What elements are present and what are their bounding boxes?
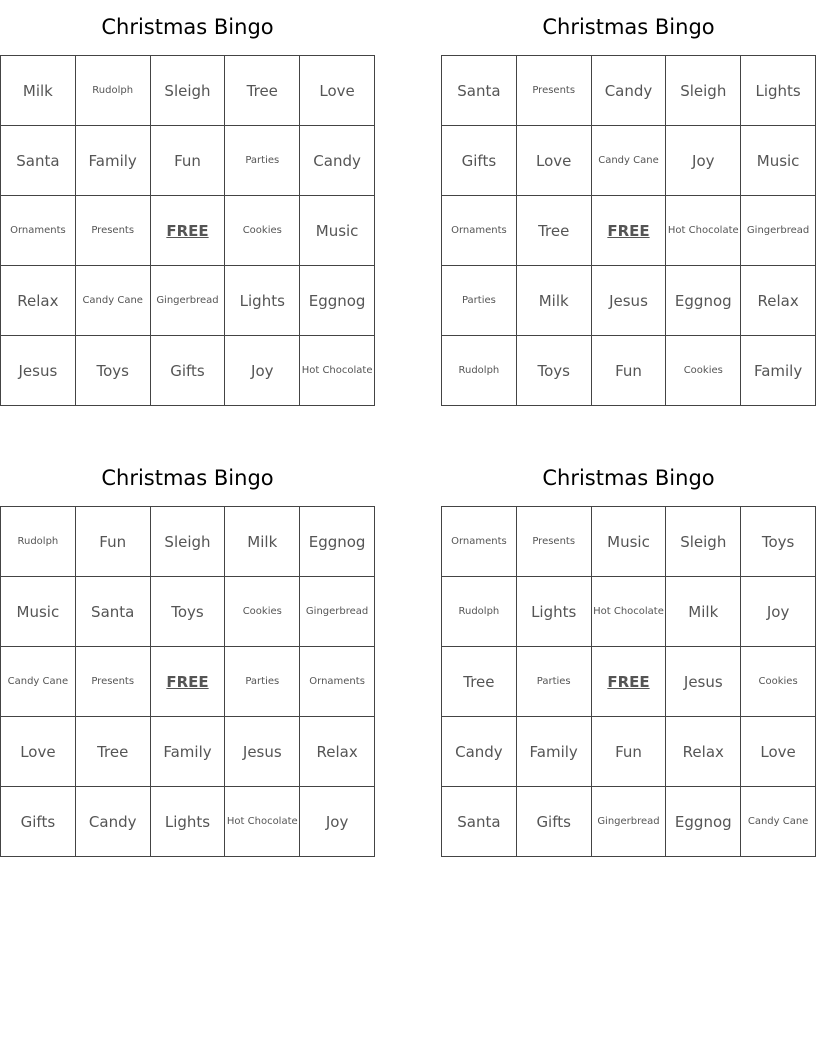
- bingo-cell: Lights: [741, 56, 816, 126]
- bingo-cell: Cookies: [666, 336, 741, 406]
- bingo-cell: Joy: [666, 126, 741, 196]
- bingo-cell: Cookies: [225, 577, 300, 647]
- bingo-cell: Family: [151, 717, 226, 787]
- bingo-cell: Presents: [76, 647, 151, 717]
- bingo-cell: Rudolph: [442, 577, 517, 647]
- bingo-cell: Lights: [225, 266, 300, 336]
- bingo-cell: Candy: [442, 717, 517, 787]
- bingo-cell: Gingerbread: [300, 577, 375, 647]
- bingo-cell: Parties: [225, 647, 300, 717]
- bingo-cell: Cookies: [741, 647, 816, 717]
- bingo-cell: Joy: [225, 336, 300, 406]
- free-space-cell: FREE: [151, 196, 226, 266]
- bingo-cell: Milk: [666, 577, 741, 647]
- bingo-cell: Hot Chocolate: [225, 787, 300, 857]
- card-title: Christmas Bingo: [101, 466, 274, 490]
- bingo-cell: Eggnog: [300, 266, 375, 336]
- bingo-cell: Fun: [151, 126, 226, 196]
- bingo-cell: Santa: [1, 126, 76, 196]
- bingo-cell: Sleigh: [151, 56, 226, 126]
- bingo-cell: Ornaments: [300, 647, 375, 717]
- bingo-cell: Sleigh: [666, 507, 741, 577]
- bingo-cell: Ornaments: [442, 196, 517, 266]
- bingo-cell: Candy Cane: [592, 126, 667, 196]
- bingo-cell: Cookies: [225, 196, 300, 266]
- bingo-cell: Music: [300, 196, 375, 266]
- bingo-cell: Relax: [741, 266, 816, 336]
- bingo-cell: Ornaments: [1, 196, 76, 266]
- bingo-cell: Music: [1, 577, 76, 647]
- bingo-cell: Jesus: [592, 266, 667, 336]
- bingo-cell: Toys: [517, 336, 592, 406]
- bingo-cell: Candy Cane: [741, 787, 816, 857]
- bingo-cell: Rudolph: [76, 56, 151, 126]
- bingo-cell: Eggnog: [666, 266, 741, 336]
- bingo-cell: Love: [300, 56, 375, 126]
- bingo-cell: Jesus: [666, 647, 741, 717]
- bingo-cell: Presents: [517, 507, 592, 577]
- bingo-cell: Gifts: [151, 336, 226, 406]
- bingo-cell: Relax: [1, 266, 76, 336]
- bingo-cell: Presents: [517, 56, 592, 126]
- bingo-cell: Candy: [592, 56, 667, 126]
- bingo-cell: Love: [741, 717, 816, 787]
- bingo-cell: Gingerbread: [592, 787, 667, 857]
- bingo-cell: Love: [1, 717, 76, 787]
- bingo-cell: Sleigh: [666, 56, 741, 126]
- bingo-cell: Gingerbread: [151, 266, 226, 336]
- bingo-cell: Rudolph: [442, 336, 517, 406]
- bingo-cell: Candy: [76, 787, 151, 857]
- bingo-cell: Gingerbread: [741, 196, 816, 266]
- bingo-cell: Eggnog: [300, 507, 375, 577]
- bingo-cell: Joy: [741, 577, 816, 647]
- bingo-cell: Toys: [151, 577, 226, 647]
- card-title: Christmas Bingo: [542, 466, 715, 490]
- bingo-cell: Music: [592, 507, 667, 577]
- bingo-cell: Tree: [76, 717, 151, 787]
- bingo-cell: Santa: [442, 56, 517, 126]
- bingo-grid: [0, 506, 375, 857]
- bingo-cell: Jesus: [1, 336, 76, 406]
- bingo-cell: Fun: [592, 336, 667, 406]
- bingo-cell: Jesus: [225, 717, 300, 787]
- bingo-cell: Love: [517, 126, 592, 196]
- bingo-cell: Relax: [666, 717, 741, 787]
- bingo-cell: Eggnog: [666, 787, 741, 857]
- bingo-cell: Lights: [151, 787, 226, 857]
- bingo-cell: Santa: [442, 787, 517, 857]
- bingo-cell: Gifts: [442, 126, 517, 196]
- bingo-cell: Presents: [76, 196, 151, 266]
- bingo-card-4: [441, 451, 816, 857]
- bingo-cell: Milk: [1, 56, 76, 126]
- bingo-cell: Hot Chocolate: [592, 577, 667, 647]
- bingo-cell: Parties: [517, 647, 592, 717]
- bingo-cell: Tree: [442, 647, 517, 717]
- bingo-cell: Parties: [442, 266, 517, 336]
- bingo-cell: Toys: [741, 507, 816, 577]
- bingo-cell: Rudolph: [1, 507, 76, 577]
- bingo-cell: Parties: [225, 126, 300, 196]
- bingo-cell: Fun: [592, 717, 667, 787]
- bingo-cell: Toys: [76, 336, 151, 406]
- bingo-cell: Candy Cane: [1, 647, 76, 717]
- bingo-card-3: [0, 451, 375, 857]
- bingo-grid: [441, 506, 816, 857]
- bingo-card-2: [441, 0, 816, 406]
- bingo-cell: Fun: [76, 507, 151, 577]
- bingo-cell: Milk: [517, 266, 592, 336]
- bingo-grid: [441, 55, 816, 406]
- bingo-cell: Sleigh: [151, 507, 226, 577]
- bingo-cell: Music: [741, 126, 816, 196]
- bingo-cell: Joy: [300, 787, 375, 857]
- bingo-cell: Candy Cane: [76, 266, 151, 336]
- bingo-cell: Gifts: [1, 787, 76, 857]
- bingo-cell: Gifts: [517, 787, 592, 857]
- bingo-cell: Family: [76, 126, 151, 196]
- card-title: Christmas Bingo: [101, 15, 274, 39]
- bingo-cell: Candy: [300, 126, 375, 196]
- bingo-cell: Tree: [225, 56, 300, 126]
- bingo-grid: [0, 55, 375, 406]
- bingo-cell: Lights: [517, 577, 592, 647]
- bingo-cell: Tree: [517, 196, 592, 266]
- bingo-cell: Family: [517, 717, 592, 787]
- bingo-cell: Relax: [300, 717, 375, 787]
- free-space-cell: FREE: [592, 196, 667, 266]
- bingo-cell: Milk: [225, 507, 300, 577]
- card-title: Christmas Bingo: [542, 15, 715, 39]
- bingo-card-1: [0, 0, 375, 406]
- bingo-cell: Hot Chocolate: [300, 336, 375, 406]
- bingo-cell: Hot Chocolate: [666, 196, 741, 266]
- bingo-cell: Santa: [76, 577, 151, 647]
- bingo-cell: Family: [741, 336, 816, 406]
- free-space-cell: FREE: [592, 647, 667, 717]
- free-space-cell: FREE: [151, 647, 226, 717]
- bingo-cell: Ornaments: [442, 507, 517, 577]
